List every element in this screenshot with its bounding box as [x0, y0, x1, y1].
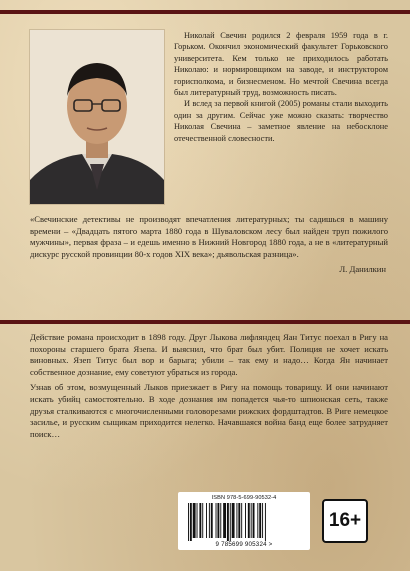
- barcode-bar: [230, 503, 231, 541]
- barcode-bar: [209, 503, 210, 538]
- barcode-bar: [206, 503, 207, 538]
- barcode-bar: [257, 503, 258, 538]
- review-quote: [30, 214, 388, 276]
- barcode-bar: [236, 503, 237, 538]
- barcode-bar: [223, 503, 226, 538]
- barcode-bar: [211, 503, 213, 538]
- barcode-bar: [259, 503, 261, 538]
- barcode-bar: [238, 503, 240, 538]
- quote-author: Л. Данилкин: [339, 264, 386, 275]
- quote-text: «Свечинские детективы не производят впечатления литературных; ты садишься в машину времени – «Двадцать пятого марта 1880 года в Шуваловском лесу был найден труп пожилого мужчины», первая фраза – и едешь именно в Нижний Новгород 1880 года, а не в «литературный дискурс русской провинции 80-х годов XIX века»; дьявольская разница».: [30, 214, 388, 259]
- barcode-bar: [202, 503, 203, 538]
- barcode-bar: [216, 503, 217, 538]
- barcode-bar: [265, 503, 266, 541]
- middle-divider: [0, 320, 410, 324]
- barcode-bar: [227, 503, 229, 541]
- author-photo: [30, 30, 164, 204]
- book-synopsis: [30, 332, 388, 444]
- barcode-bars: [188, 503, 300, 541]
- barcode-bar: [245, 503, 246, 538]
- bio-paragraph: Николай Свечин родился 2 февраля 1959 года в г. Горьком. Окончил экономический факультет Горьковского университета. Кем только не приходилось работать Николаю: и нормировщиком на заводе, и инструктором горисполкома, и бизнесменом. Но мечтой Свечина всегда был литературный труд, возможность писать.: [174, 31, 388, 98]
- barcode-bar: [232, 503, 235, 538]
- synopsis-paragraph: Действие романа происходит в 1898 году. Друг Лыкова лифляндец Яан Титус поехал в Ригу на похороны старшего брата Язепа. И выяснил, что брат был убит. Полиция не хочет искать виновных. Язеп Титус был вор и барыга; убили – так ему и надо… Когда Ян начинает собственное дознание, ему советуют убраться из города.: [30, 332, 388, 377]
- barcode-bar: [220, 503, 221, 538]
- barcode-bar: [251, 503, 252, 538]
- barcode-bar: [188, 503, 189, 541]
- barcode-bar: [217, 503, 219, 538]
- age-rating-badge: 16+: [322, 499, 368, 543]
- top-divider: [0, 10, 410, 14]
- author-bio: [174, 30, 388, 144]
- barcode-bar: [248, 503, 250, 538]
- isbn-barcode: [178, 492, 310, 550]
- barcode-bar: [190, 503, 192, 541]
- barcode-bar: [199, 503, 201, 538]
- barcode-bar: [197, 503, 198, 538]
- barcode-bar: [262, 503, 263, 538]
- bio-paragraph: И вслед за первой книгой (2005) романы стали выходить один за другим. Сейчас уже можно сказать: творчество Николая Свечина – заметное явление на небосклоне отечественной словесности.: [174, 99, 388, 143]
- synopsis-paragraph: Узнав об этом, возмущенный Лыков приезжает в Ригу на помощь товарищу. И они начинают искать убийц самостоятельно. В ходе дознания им попадется чья-то шпионская сеть, также друзья сталкиваются с многочисленными головорезами рижских фордштадтов. В Риге немецкое засилье, и русским сыщикам приходится нелегко. Начавшаяся война банд еще более затрудняет поиск…: [30, 382, 388, 439]
- barcode-bar: [193, 503, 196, 538]
- barcode-bar: [253, 503, 255, 538]
- isbn-digits: 9 785699 905324 >: [215, 541, 273, 548]
- isbn-label: ISBN 978-5-699-90532-4: [211, 495, 277, 501]
- barcode-bar: [241, 503, 242, 538]
